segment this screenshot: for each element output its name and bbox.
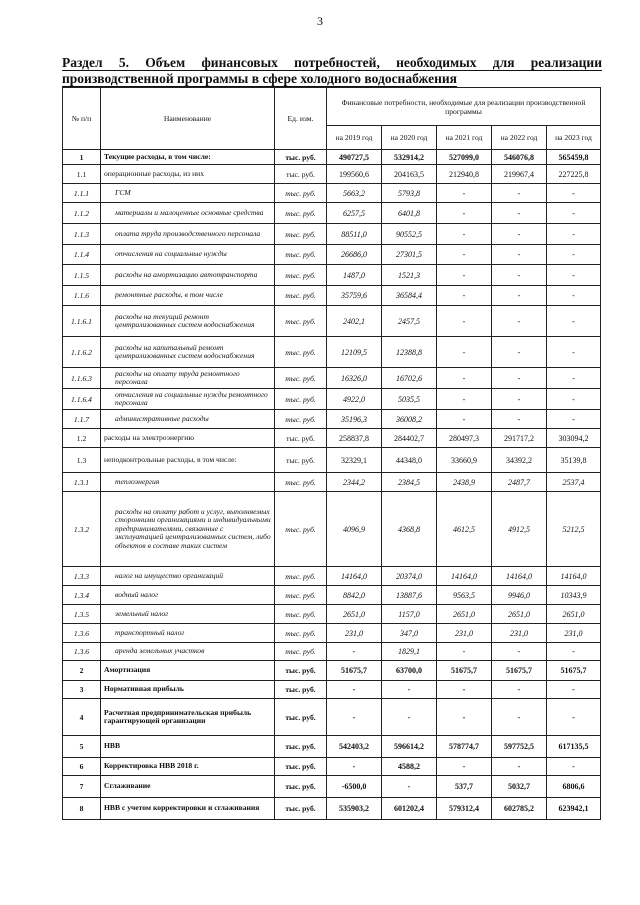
row-value: -	[547, 184, 601, 203]
page-number: 3	[317, 14, 323, 28]
row-value: 2402,1	[327, 306, 382, 337]
table-row	[63, 643, 601, 661]
row-value: 280497,3	[437, 429, 492, 448]
row-value: 35196,3	[327, 410, 382, 429]
row-value: 9946,0	[492, 586, 547, 605]
row-number: 8	[63, 798, 101, 820]
row-value: 1829,1	[382, 643, 437, 661]
row-value: -	[547, 368, 601, 389]
row-number: 2	[63, 661, 101, 681]
row-value: -	[547, 681, 601, 699]
row-name: расходы на амортизацию автотранспорта	[101, 265, 275, 286]
row-value: -	[547, 224, 601, 245]
row-value: -	[547, 265, 601, 286]
row-value: 6401,8	[382, 203, 437, 224]
row-name: НВВ с учетом корректировки и сглаживания	[101, 798, 275, 820]
row-unit: тыс. руб.	[275, 758, 327, 776]
table-row	[63, 699, 601, 736]
row-value: 527099,0	[437, 150, 492, 165]
row-unit: тыс. руб.	[275, 681, 327, 699]
row-number: 1.3.6	[63, 643, 101, 661]
table-row	[63, 203, 601, 224]
row-value: 2438,9	[437, 473, 492, 492]
row-number: 1.3.2	[63, 492, 101, 567]
row-value: 231,0	[547, 624, 601, 643]
row-number: 1.3	[63, 448, 101, 473]
row-number: 1.1.6	[63, 286, 101, 306]
row-name: неподконтрольные расходы, в том числе:	[101, 448, 275, 473]
table-row	[63, 150, 601, 165]
row-value: 4922,0	[327, 389, 382, 410]
row-name: расходы на оплату работ и услуг, выполняемых сторонними организациями и индивидуальными предпринимателями, связанные с эксплуатацией централизованных систем, либо объектов в составе таких систем	[101, 492, 275, 567]
row-value: 199560,6	[327, 165, 382, 184]
row-value: -	[547, 758, 601, 776]
row-value: 2344,2	[327, 473, 382, 492]
row-name: расходы на текущий ремонт централизованных систем водоснабжения	[101, 306, 275, 337]
header-num: № п/п	[63, 88, 101, 150]
row-name: отчисления на социальные нужды ремонтного персонала	[101, 389, 275, 410]
row-value: -	[437, 389, 492, 410]
row-unit: тыс. руб.	[275, 224, 327, 245]
row-value: -	[492, 286, 547, 306]
table-row	[63, 184, 601, 203]
row-value: -	[382, 776, 437, 798]
row-unit: тыс. руб.	[275, 624, 327, 643]
row-value: 601202,4	[382, 798, 437, 820]
row-value: -	[327, 643, 382, 661]
row-value: 36008,2	[382, 410, 437, 429]
row-name: операционные расходы, из них	[101, 165, 275, 184]
row-value: -	[437, 699, 492, 736]
row-value: 16702,6	[382, 368, 437, 389]
row-name: оплата труда производственного персонала	[101, 224, 275, 245]
row-unit: тыс. руб.	[275, 337, 327, 368]
table-row	[63, 448, 601, 473]
row-value: 51675,7	[437, 661, 492, 681]
row-value: -	[437, 224, 492, 245]
row-value: 35139,8	[547, 448, 601, 473]
row-value: -	[547, 286, 601, 306]
row-value: 16326,0	[327, 368, 382, 389]
row-unit: тыс. руб.	[275, 473, 327, 492]
row-value: -6500,0	[327, 776, 382, 798]
row-name: земельный налог	[101, 605, 275, 624]
row-value: 623942,1	[547, 798, 601, 820]
row-value: -	[382, 699, 437, 736]
row-value: 1157,0	[382, 605, 437, 624]
row-value: 596614,2	[382, 736, 437, 758]
row-value: -	[382, 681, 437, 699]
row-value: 2651,0	[437, 605, 492, 624]
row-number: 1	[63, 150, 101, 165]
table-row	[63, 429, 601, 448]
row-value: -	[492, 410, 547, 429]
row-value: 204163,5	[382, 165, 437, 184]
row-unit: тыс. руб.	[275, 368, 327, 389]
row-value: -	[437, 337, 492, 368]
row-value: 4096,9	[327, 492, 382, 567]
table-row	[63, 492, 601, 567]
row-value: 602785,2	[492, 798, 547, 820]
row-name: Нормативная прибыль	[101, 681, 275, 699]
row-unit: тыс. руб.	[275, 203, 327, 224]
row-value: 231,0	[327, 624, 382, 643]
row-unit: тыс. руб.	[275, 429, 327, 448]
row-unit: тыс. руб.	[275, 643, 327, 661]
row-name: ГСМ	[101, 184, 275, 203]
row-value: 14164,0	[492, 567, 547, 586]
row-value: 32329,1	[327, 448, 382, 473]
row-value: 8842,0	[327, 586, 382, 605]
row-value: -	[492, 224, 547, 245]
row-value: -	[492, 758, 547, 776]
row-value: 5793,8	[382, 184, 437, 203]
row-value: 579312,4	[437, 798, 492, 820]
table-row	[63, 736, 601, 758]
row-value: -	[547, 245, 601, 265]
row-number: 1.1.6.1	[63, 306, 101, 337]
row-value: 44348,0	[382, 448, 437, 473]
row-name: административные расходы	[101, 410, 275, 429]
row-name: расходы на оплату труда ремонтного персонала	[101, 368, 275, 389]
row-number: 1.1.6.3	[63, 368, 101, 389]
row-value: 2487,7	[492, 473, 547, 492]
header-year: на 2022 год	[492, 126, 547, 150]
row-value: 2651,0	[327, 605, 382, 624]
table-row	[63, 758, 601, 776]
row-value: -	[492, 643, 547, 661]
header-name: Наименование	[101, 88, 275, 150]
table-row	[63, 586, 601, 605]
row-value: 565459,8	[547, 150, 601, 165]
row-number: 1.3.3	[63, 567, 101, 586]
row-name: Сглаживание	[101, 776, 275, 798]
row-name: аренда земельных участков	[101, 643, 275, 661]
row-value: -	[327, 681, 382, 699]
row-value: 2384,5	[382, 473, 437, 492]
row-number: 1.3.6	[63, 624, 101, 643]
row-value: 532914,2	[382, 150, 437, 165]
row-number: 1.1.2	[63, 203, 101, 224]
row-value: -	[492, 245, 547, 265]
table-row	[63, 661, 601, 681]
row-value: 10343,9	[547, 586, 601, 605]
row-value: 490727,5	[327, 150, 382, 165]
row-value: 542403,2	[327, 736, 382, 758]
row-number: 1.1.5	[63, 265, 101, 286]
row-number: 1.1.1	[63, 184, 101, 203]
row-name: водный налог	[101, 586, 275, 605]
table-row	[63, 368, 601, 389]
row-number: 5	[63, 736, 101, 758]
row-number: 1.1.6.2	[63, 337, 101, 368]
row-unit: тыс. руб.	[275, 699, 327, 736]
row-unit: тыс. руб.	[275, 184, 327, 203]
row-value: 231,0	[492, 624, 547, 643]
row-value: 90552,5	[382, 224, 437, 245]
row-number: 1.1.7	[63, 410, 101, 429]
row-value: 34392,2	[492, 448, 547, 473]
row-value: 258837,8	[327, 429, 382, 448]
row-value: 14164,0	[437, 567, 492, 586]
row-value: 2651,0	[547, 605, 601, 624]
table-row	[63, 389, 601, 410]
row-value: 6257,5	[327, 203, 382, 224]
row-value: 1487,0	[327, 265, 382, 286]
row-number: 7	[63, 776, 101, 798]
header-unit: Ед. изм.	[275, 88, 327, 150]
row-value: -	[437, 184, 492, 203]
row-value: -	[547, 337, 601, 368]
row-unit: тыс. руб.	[275, 492, 327, 567]
row-value: 1521,3	[382, 265, 437, 286]
row-name: НВВ	[101, 736, 275, 758]
row-value: -	[547, 643, 601, 661]
row-value: 2537,4	[547, 473, 601, 492]
row-value: 2651,0	[492, 605, 547, 624]
row-value: 535903,2	[327, 798, 382, 820]
row-name: налог на имущество организаций	[101, 567, 275, 586]
row-value: 219967,4	[492, 165, 547, 184]
row-value: 5212,5	[547, 492, 601, 567]
row-value: 284402,7	[382, 429, 437, 448]
section-title-text: Раздел 5. Объем финансовых потребностей, необходимых для реализации производственной программы в сфере холодного водоснабжения	[62, 55, 602, 86]
row-value: -	[437, 306, 492, 337]
row-name: расходы на электроэнергию	[101, 429, 275, 448]
row-number: 1.3.5	[63, 605, 101, 624]
table-row	[63, 776, 601, 798]
row-value: 546076,8	[492, 150, 547, 165]
row-value: -	[492, 265, 547, 286]
table-row	[63, 286, 601, 306]
row-value: -	[437, 245, 492, 265]
row-value: 12109,5	[327, 337, 382, 368]
row-unit: тыс. руб.	[275, 605, 327, 624]
row-number: 4	[63, 699, 101, 736]
table-row	[63, 337, 601, 368]
header-year: на 2023 год	[547, 126, 601, 150]
table-row	[63, 605, 601, 624]
row-number: 1.1.3	[63, 224, 101, 245]
row-value: 88511,0	[327, 224, 382, 245]
row-number: 6	[63, 758, 101, 776]
row-value: 36584,4	[382, 286, 437, 306]
row-value: 9563,5	[437, 586, 492, 605]
row-unit: тыс. руб.	[275, 245, 327, 265]
row-value: -	[492, 699, 547, 736]
row-value: 4368,8	[382, 492, 437, 567]
row-name: материалы и малоценные основные средства	[101, 203, 275, 224]
row-value: 51675,7	[492, 661, 547, 681]
row-unit: тыс. руб.	[275, 736, 327, 758]
row-value: 6806,6	[547, 776, 601, 798]
row-value: -	[327, 699, 382, 736]
row-name: ремонтные расходы, в том числе	[101, 286, 275, 306]
row-value: 537,7	[437, 776, 492, 798]
row-value: 231,0	[437, 624, 492, 643]
row-value: 4912,5	[492, 492, 547, 567]
row-number: 1.1	[63, 165, 101, 184]
row-value: 347,0	[382, 624, 437, 643]
row-unit: тыс. руб.	[275, 798, 327, 820]
row-value: 5035,5	[382, 389, 437, 410]
row-value: 291717,2	[492, 429, 547, 448]
table-body	[63, 150, 601, 820]
row-value: -	[547, 203, 601, 224]
row-value: 13887,6	[382, 586, 437, 605]
row-value: -	[492, 337, 547, 368]
table-row	[63, 224, 601, 245]
row-value: 4588,2	[382, 758, 437, 776]
row-name: расходы на капитальный ремонт централизованных систем водоснабжения	[101, 337, 275, 368]
row-value: 212940,8	[437, 165, 492, 184]
row-number: 1.1.4	[63, 245, 101, 265]
row-value: 5663,2	[327, 184, 382, 203]
row-value: -	[437, 410, 492, 429]
header-group: Финансовые потребности, необходимые для реализации производственной программы	[327, 88, 601, 126]
table-row	[63, 624, 601, 643]
row-unit: тыс. руб.	[275, 165, 327, 184]
row-value: -	[437, 643, 492, 661]
section-title	[62, 55, 602, 87]
row-value: 597752,5	[492, 736, 547, 758]
row-unit: тыс. руб.	[275, 265, 327, 286]
row-value: -	[437, 681, 492, 699]
table-row	[63, 473, 601, 492]
row-unit: тыс. руб.	[275, 776, 327, 798]
row-value: -	[492, 368, 547, 389]
row-name: Текущие расходы, в том числе:	[101, 150, 275, 165]
header-year: на 2019 год	[327, 126, 382, 150]
row-number: 1.3.1	[63, 473, 101, 492]
row-value: 617135,5	[547, 736, 601, 758]
row-name: Амортизация	[101, 661, 275, 681]
row-unit: тыс. руб.	[275, 448, 327, 473]
row-value: 14164,0	[327, 567, 382, 586]
row-value: -	[327, 758, 382, 776]
row-name: отчисления на социальные нужды	[101, 245, 275, 265]
row-value: -	[492, 389, 547, 410]
row-value: -	[437, 368, 492, 389]
row-value: -	[547, 389, 601, 410]
row-name: транспортный налог	[101, 624, 275, 643]
row-value: -	[492, 184, 547, 203]
row-value: -	[492, 203, 547, 224]
row-value: 33660,9	[437, 448, 492, 473]
row-value: 12388,8	[382, 337, 437, 368]
row-value: -	[547, 699, 601, 736]
row-name: теплоэнергия	[101, 473, 275, 492]
row-unit: тыс. руб.	[275, 410, 327, 429]
table-row	[63, 410, 601, 429]
row-value: 4612,5	[437, 492, 492, 567]
row-value: 51675,7	[547, 661, 601, 681]
row-unit: тыс. руб.	[275, 586, 327, 605]
row-value: 14164,0	[547, 567, 601, 586]
row-value: 20374,0	[382, 567, 437, 586]
row-value: 2457,5	[382, 306, 437, 337]
row-value: -	[547, 410, 601, 429]
row-unit: тыс. руб.	[275, 567, 327, 586]
table-row	[63, 306, 601, 337]
row-value: 227225,8	[547, 165, 601, 184]
row-value: 35759,6	[327, 286, 382, 306]
row-unit: тыс. руб.	[275, 306, 327, 337]
financial-needs-table	[62, 87, 601, 820]
table-row	[63, 165, 601, 184]
row-value: 63700,0	[382, 661, 437, 681]
row-number: 3	[63, 681, 101, 699]
row-unit: тыс. руб.	[275, 661, 327, 681]
header-year: на 2020 год	[382, 126, 437, 150]
row-number: 1.3.4	[63, 586, 101, 605]
row-value: -	[492, 681, 547, 699]
row-unit: тыс. руб.	[275, 389, 327, 410]
row-number: 1.1.6.4	[63, 389, 101, 410]
row-value: 51675,7	[327, 661, 382, 681]
row-value: 303094,2	[547, 429, 601, 448]
row-value: 27301,5	[382, 245, 437, 265]
table-row	[63, 681, 601, 699]
row-value: -	[492, 306, 547, 337]
row-value: 26686,0	[327, 245, 382, 265]
table-row	[63, 798, 601, 820]
table-row	[63, 265, 601, 286]
row-value: -	[437, 265, 492, 286]
header-year: на 2021 год	[437, 126, 492, 150]
row-value: -	[437, 203, 492, 224]
row-name: Корректировка НВВ 2018 г.	[101, 758, 275, 776]
table-row	[63, 567, 601, 586]
row-name: Расчетная предпринимательская прибыль гарантирующей организации	[101, 699, 275, 736]
row-value: 5032,7	[492, 776, 547, 798]
row-unit: тыс. руб.	[275, 286, 327, 306]
row-value: 578774,7	[437, 736, 492, 758]
row-value: -	[437, 758, 492, 776]
row-value: -	[547, 306, 601, 337]
table-row	[63, 245, 601, 265]
row-unit: тыс. руб.	[275, 150, 327, 165]
row-value: -	[437, 286, 492, 306]
row-number: 1.2	[63, 429, 101, 448]
